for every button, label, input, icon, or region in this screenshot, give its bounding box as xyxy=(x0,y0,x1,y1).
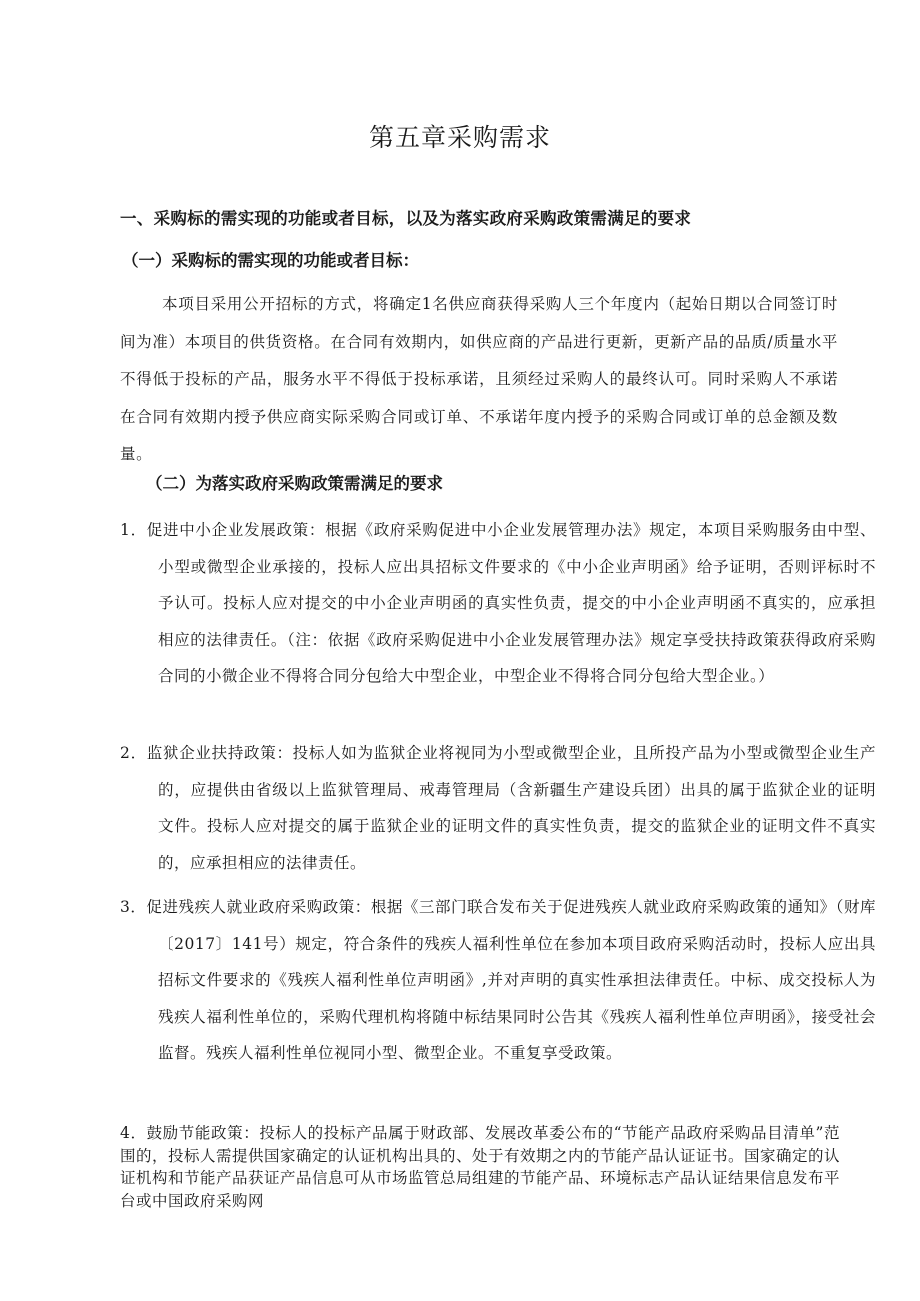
chapter-title: 第五章采购需求 xyxy=(368,123,551,152)
policy-item-2 xyxy=(120,735,876,881)
section-heading-1: 一、采购标的需实现的功能或者目标，以及为落实政府采购政策需满足的要求 xyxy=(120,209,692,228)
policy-item-1 xyxy=(120,512,876,695)
policy-item-number: 3． xyxy=(120,898,147,916)
policy-item-text: 促进中小企业发展政策：根据《政府采购促进中小企业发展管理办法》规定，本项目采购服务由中型、小型或微型企业承接的，投标人应出具招标文件要求的《中小企业声明函》给予证明，否则评标时不予认可。投标人应对提交的中小企业声明函的真实性负责，提交的中小企业声明函不真实的，应承担相应的法律责任。（注：依据《政府采购促进中小企业发展管理办法》规定享受扶持政策获得政府采购合同的小微企业不得将合同分包给大中型企业，中型企业不得将合同分包给大型企业。） xyxy=(146,521,876,686)
policy-item-text: 促进残疾人就业政府采购政策：根据《三部门联合发布关于促进残疾人就业政府采购政策的通知》（财库〔2017〕141号）规定，符合条件的残疾人福利性单位在参加本项目政府采购活动时，投标人应出具招标文件要求的《残疾人福利性单位声明函》,并对声明的真实性承担法律责任。中标、成交投标人为残疾人福利性单位的，采购代理机构将随中标结果同时公告其《残疾人福利性单位声明函》，接受社会监督。残疾人福利性单位视同小型、微型企业。不重复享受政策。 xyxy=(146,898,876,1063)
policy-item-number: 4． xyxy=(120,1124,147,1142)
policy-item-4 xyxy=(120,1122,840,1212)
policy-item-number: 1． xyxy=(120,521,147,539)
policy-item-text: 鼓励节能政策：投标人的投标产品属于财政部、发展改革委公布的“节能产品政府采购品目清单”范围的，投标人需提供国家确定的认证机构出具的、处于有效期之内的节能产品认证证书。国家确定的认证机构和节能产品获证产品信息可从市场监管总局组建的节能产品、环境标志产品认证结果信息发布平台或中国政府采购网 xyxy=(120,1124,841,1210)
subsection-1-body: 本项目采用公开招标的方式，将确定1名供应商获得采购人三个年度内（起始日期以合同签订时间为准）本项目的供货资格。在合同有效期内，如供应商的产品进行更新，更新产品的品质/质量水平不得低于投标的产品，服务水平不得低于投标承诺，且须经过采购人的最终认可。同时采购人不承诺在合同有效期内授予供应商实际采购合同或订单、不承诺年度内授予的采购合同或订单的总金额及数量。 xyxy=(120,295,838,464)
policy-item-text: 监狱企业扶持政策：投标人如为监狱企业将视同为小型或微型企业，且所投产品为小型或微型企业生产的，应提供由省级以上监狱管理局、戒毒管理局（含新疆生产建设兵团）出具的属于监狱企业的证明文件。投标人应对提交的属于监狱企业的证明文件的真实性负责，提交的监狱企业的证明文件不真实的，应承担相应的法律责任。 xyxy=(146,744,876,872)
subsection-heading-1: （一）采购标的需实现的功能或者目标： xyxy=(122,251,419,270)
policy-item-3 xyxy=(120,889,876,1072)
policy-item-number: 2． xyxy=(120,744,147,762)
subsection-heading-2: （二）为落实政府采购政策需满足的要求 xyxy=(146,474,443,493)
